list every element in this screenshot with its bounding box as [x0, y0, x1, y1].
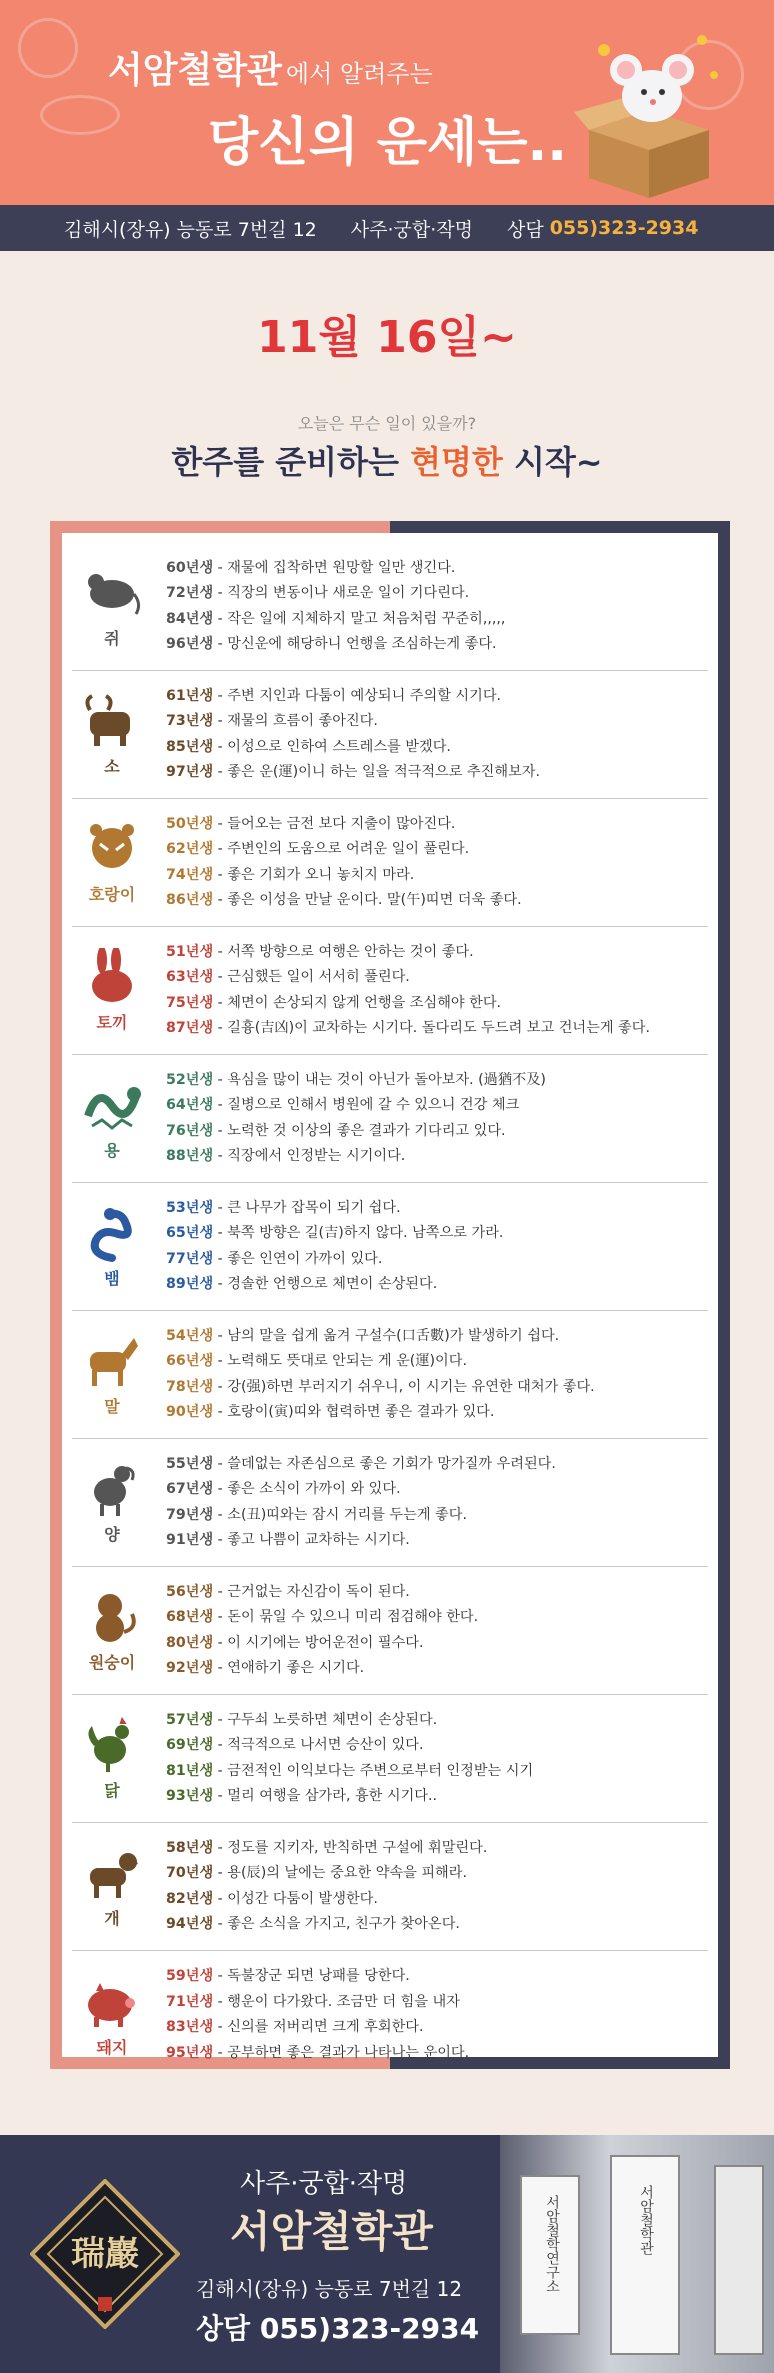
fortune-line [166, 709, 540, 735]
birth-year: 58년생 [166, 1839, 214, 1856]
footer-services: 사주·궁합·작명 [240, 2169, 408, 2199]
fortune-line [166, 1836, 487, 1862]
signboard [714, 2165, 764, 2355]
headline: 당신의 운세는.. [208, 113, 568, 173]
fortune-line [166, 940, 650, 966]
fortune-line [166, 1247, 503, 1273]
fortune-text: - 질병으로 인해서 병원에 갈 수 있으니 건강 체크 [213, 1097, 520, 1113]
fortune-line [166, 965, 650, 991]
fortune-text: - 좋은 운(運)이니 하는 일을 적극적으로 추진해보자. [213, 764, 541, 780]
fortune-line [166, 1631, 478, 1657]
fortune-text: - 좋은 소식을 가지고, 친구가 찾아온다. [213, 1916, 460, 1932]
birth-year: 83년생 [166, 2019, 214, 2035]
birth-year: 69년생 [166, 1737, 214, 1753]
zodiac-name: 돼지 [96, 2037, 128, 2057]
birth-year: 72년생 [166, 585, 214, 601]
snake-icon [82, 1204, 142, 1264]
zodiac-row [72, 1183, 708, 1311]
fortune-line [166, 1605, 478, 1631]
fortune-lines [152, 940, 650, 1042]
fortune-text: - 좋은 인연이 가까이 있다. [213, 1250, 383, 1267]
fortune-text: - 구두쇠 노릇하면 체면이 손상된다. [213, 1711, 438, 1728]
zodiac-row [72, 927, 708, 1055]
sheep-icon [82, 1460, 142, 1520]
birth-year: 75년생 [166, 994, 214, 1011]
fortune-line [166, 581, 505, 607]
zodiac-list [62, 533, 718, 2061]
zodiac-row [72, 1695, 708, 1823]
fortune-lines [152, 1580, 478, 1682]
fortune-line [166, 1324, 595, 1350]
fortune-text: - 소(丑)띠와는 잠시 거리를 두는게 좋다. [213, 1506, 467, 1523]
birth-year: 62년생 [166, 841, 214, 857]
footer-phone[interactable]: 상담 055)323-2934 [196, 2312, 480, 2345]
fortune-text: - 서쪽 방향으로 여행은 안하는 것이 좋다. [213, 943, 474, 960]
fortune-text: - 근거없는 자신감이 독이 된다. [213, 1583, 410, 1600]
zodiac-name: 소 [104, 757, 120, 776]
fortune-text: - 독불장군 되면 낭패를 당한다. [213, 1968, 410, 1984]
rabbit-icon [82, 948, 142, 1008]
birth-year: 84년생 [166, 610, 214, 627]
birth-year: 96년생 [166, 636, 214, 652]
zodiac-animal [72, 1588, 152, 1673]
birth-year: 92년생 [166, 1660, 214, 1676]
zodiac-row [72, 1439, 708, 1567]
fortune-line [166, 1708, 533, 1734]
dragon-icon [82, 1076, 142, 1136]
fortune-text: - 노력한 것 이상의 좋은 결과가 기다리고 있다. [213, 1122, 506, 1139]
zodiac-animal [72, 948, 152, 1033]
birth-year: 73년생 [166, 713, 214, 729]
fortune-line [166, 1656, 478, 1682]
birth-year: 70년생 [166, 1865, 214, 1881]
header-line1 [108, 42, 433, 93]
fortune-line [166, 1272, 503, 1298]
phone-label: 상담 [506, 218, 544, 241]
fortune-line [166, 1990, 469, 2016]
birth-year: 81년생 [166, 1762, 214, 1779]
footer-name: 서암철학관 [230, 2207, 433, 2256]
fortune-text: - 남의 말을 쉽게 옮겨 구설수(口舌數)가 발생하기 쉽다. [213, 1327, 560, 1344]
fortune-text: - 행운이 다가왔다. 조금만 더 힘을 내자 [213, 1993, 460, 2010]
fortune-text: - 들어오는 금전 보다 지출이 많아진다. [213, 815, 456, 832]
fortune-line [166, 1400, 595, 1426]
birth-year: 68년생 [166, 1609, 214, 1625]
monkey-icon [82, 1588, 142, 1648]
fortune-line [166, 1349, 595, 1375]
fortune-lines [152, 1964, 469, 2066]
fortune-text: - 좋은 이성을 만날 운이다. 말(午)띠면 더욱 좋다. [213, 892, 522, 908]
birth-year: 89년생 [166, 1276, 214, 1292]
fortune-line [166, 1784, 533, 1810]
birth-year: 93년생 [166, 1788, 214, 1804]
seal-emblem-icon [30, 2179, 180, 2329]
birth-year: 77년생 [166, 1250, 214, 1267]
subtitle-accent: 현명한 [410, 443, 503, 481]
horse-icon [82, 1332, 142, 1392]
ox-icon [82, 692, 142, 752]
zodiac-animal [72, 1716, 152, 1801]
fortune-line [166, 1861, 487, 1887]
birth-year: 63년생 [166, 969, 214, 985]
subtitle-part-a: 한주를 준비하는 [171, 443, 411, 481]
fortune-line [166, 1093, 546, 1119]
birth-year: 53년생 [166, 1199, 214, 1216]
fortune-text: - 주변인의 도움으로 어려운 일이 풀린다. [213, 841, 470, 857]
date-title: 11월 16일~ [257, 312, 517, 363]
mouse-icon [82, 564, 142, 624]
fortune-text: - 이성으로 인하여 스트레스를 받겠다. [213, 738, 451, 755]
fortune-text: - 호랑이(寅)띠와 협력하면 좋은 결과가 있다. [213, 1404, 495, 1420]
fortune-line [166, 2015, 469, 2041]
birth-year: 90년생 [166, 1404, 214, 1420]
fortune-text: - 경솔한 언행으로 체면이 손상된다. [213, 1276, 438, 1292]
fortune-line [166, 1375, 595, 1401]
fortune-text: - 작은 일에 지체하지 말고 처음처럼 꾸준히,,,,, [213, 610, 506, 627]
zodiac-name: 용 [104, 1141, 120, 1160]
fortune-line [166, 2041, 469, 2067]
zodiac-name: 원숭이 [88, 1653, 136, 1672]
fortune-text: - 정도를 지키자, 반칙하면 구설에 휘말린다. [213, 1839, 488, 1856]
zodiac-animal [72, 1844, 152, 1929]
fortune-text: - 근심했든 일이 서서히 풀린다. [213, 969, 410, 985]
zodiac-row [72, 1055, 708, 1183]
signboard-text: 서암철학관 [638, 2185, 654, 2255]
birth-year: 66년생 [166, 1353, 214, 1369]
fortune-line [166, 1503, 556, 1529]
fortune-frame [50, 521, 730, 2069]
birth-year: 50년생 [166, 815, 214, 832]
fortune-line [166, 1221, 503, 1247]
tiger-icon [82, 820, 142, 880]
birth-year: 51년생 [166, 943, 214, 960]
birth-year: 60년생 [166, 559, 214, 576]
fortune-text: - 적극적으로 나서면 승산이 있다. [213, 1737, 424, 1753]
zodiac-row [72, 671, 708, 799]
zodiac-row [72, 543, 708, 671]
decor-swirl [18, 18, 78, 78]
dog-icon [82, 1844, 142, 1904]
fortune-text: - 돈이 묶일 수 있으니 미리 점검해야 한다. [213, 1609, 479, 1625]
signboard-text: 서암철학연구소 [544, 2195, 560, 2293]
fortune-line [166, 1068, 546, 1094]
fortune-text: - 공부하면 좋은 결과가 나타나는 운이다. [213, 2044, 470, 2061]
fortune-text: - 체면이 손상되지 않게 언행을 조심해야 한다. [213, 994, 502, 1011]
fortune-text: - 망신운에 해당하니 언행을 조심하는게 좋다. [213, 636, 497, 652]
fortune-text: - 금전적인 이익보다는 주변으로부터 인정받는 시기 [213, 1762, 534, 1779]
fortune-line [166, 1528, 556, 1554]
office-photo [500, 2135, 774, 2373]
birth-year: 95년생 [166, 2044, 214, 2061]
zodiac-name: 말 [104, 1397, 120, 1416]
fortune-line [166, 607, 505, 633]
birth-year: 94년생 [166, 1916, 214, 1932]
fortune-line [166, 1016, 650, 1042]
fortune-text: - 직장의 변동이나 새로운 일이 기다린다. [213, 585, 470, 601]
fortune-text: - 신의를 저버리면 크게 후회한다. [213, 2019, 424, 2035]
pig-icon [82, 1973, 142, 2033]
rooster-icon [82, 1716, 142, 1776]
birth-year: 71년생 [166, 1993, 214, 2010]
fortune-text: - 좋은 기회가 오니 놓치지 마라. [213, 866, 415, 883]
birth-year: 85년생 [166, 738, 214, 755]
zodiac-animal [72, 1076, 152, 1161]
fortune-lines [152, 1708, 533, 1810]
birth-year: 57년생 [166, 1711, 214, 1728]
fortune-line [166, 991, 650, 1017]
fortune-lines [152, 1452, 556, 1554]
fortune-line [166, 1964, 469, 1990]
services-text: 사주·궁합·작명 [350, 218, 473, 241]
zodiac-name: 개 [104, 1909, 120, 1928]
fortune-line [166, 1733, 533, 1759]
fortune-line [166, 1887, 487, 1913]
zodiac-animal [72, 564, 152, 649]
fortune-text: - 이성간 다툼이 발생한다. [213, 1890, 378, 1907]
zodiac-animal [72, 820, 152, 905]
fortune-line [166, 760, 540, 786]
zodiac-row [72, 1567, 708, 1695]
zodiac-name: 양 [104, 1525, 120, 1544]
fortune-text: - 이 시기에는 방어운전이 필수다. [213, 1634, 424, 1651]
birth-year: 86년생 [166, 892, 214, 908]
fortune-text: - 주변 지인과 다툼이 예상되니 주의할 시기다. [213, 687, 502, 704]
fortune-text: - 욕심을 많이 내는 것이 아닌가 돌아보자. (過猶不及) [213, 1071, 546, 1088]
birth-year: 91년생 [166, 1532, 214, 1548]
fortune-line [166, 812, 522, 838]
zodiac-animal [72, 692, 152, 777]
birth-year: 59년생 [166, 1968, 214, 1984]
fortune-line [166, 1144, 546, 1170]
fortune-text: - 길흉(吉凶)이 교차하는 시기다. 돌다리도 두드려 보고 건너는게 좋다. [213, 1020, 650, 1036]
zodiac-name: 호랑이 [88, 885, 136, 904]
birth-year: 55년생 [166, 1455, 214, 1472]
birth-year: 65년생 [166, 1225, 214, 1241]
phone-number[interactable]: 055)323-2934 [549, 217, 699, 239]
fortune-text: - 연애하기 좋은 시기다. [213, 1660, 365, 1676]
birth-year: 56년생 [166, 1583, 214, 1600]
fortune-line [166, 735, 540, 761]
birth-year: 82년생 [166, 1890, 214, 1907]
fortune-lines [152, 1836, 487, 1938]
subtitle-small: 오늘은 무슨 일이 있을까? [297, 414, 477, 433]
fortune-line [166, 1119, 546, 1145]
zodiac-animal [72, 1204, 152, 1289]
zodiac-animal [72, 1973, 152, 2058]
brand-suffix: 에서 알려주는 [285, 60, 433, 88]
fortune-lines [152, 812, 522, 914]
fortune-text: - 재물의 흐름이 좋아진다. [213, 713, 378, 729]
zodiac-animal [72, 1460, 152, 1545]
fortune-line [166, 1912, 487, 1938]
fortune-line [166, 1196, 503, 1222]
birth-year: 74년생 [166, 866, 214, 883]
title-area [0, 251, 774, 521]
birth-year: 80년생 [166, 1634, 214, 1651]
subtitle-part-b: 시작~ [502, 443, 603, 481]
birth-year: 52년생 [166, 1071, 214, 1088]
fortune-line [166, 556, 505, 582]
fortune-text: - 멀리 여행을 삼가라, 흉한 시기다.. [213, 1788, 438, 1804]
fortune-line [166, 684, 540, 710]
address-text: 김해시(장유) 능동로 7번길 12 [64, 218, 317, 241]
fortune-text: - 좋은 소식이 가까이 와 있다. [213, 1481, 401, 1497]
info-bar [0, 205, 774, 251]
birth-year: 97년생 [166, 764, 214, 780]
fortune-text: - 재물에 집착하면 원망할 일만 생긴다. [213, 559, 456, 576]
zodiac-row [72, 1311, 708, 1439]
footer-banner [0, 2135, 774, 2373]
birth-year: 64년생 [166, 1097, 214, 1113]
fortune-text: - 노력해도 뜻대로 안되는 게 운(運)이다. [213, 1353, 467, 1369]
mouse-in-box-icon [574, 20, 724, 200]
fortune-lines [152, 556, 505, 658]
fortune-text: - 좋고 나쁨이 교차하는 시기다. [213, 1532, 410, 1548]
fortune-line [166, 863, 522, 889]
brand-name: 서암철학관 [108, 50, 282, 91]
zodiac-row [72, 1823, 708, 1951]
birth-year: 76년생 [166, 1122, 214, 1139]
fortune-line [166, 1477, 556, 1503]
fortune-text: - 강(强)하면 부러지기 쉬우니, 이 시기는 유연한 대처가 좋다. [213, 1378, 595, 1395]
zodiac-row [72, 799, 708, 927]
zodiac-name: 뱀 [104, 1269, 120, 1288]
footer-address: 김해시(장유) 능동로 7번길 12 [196, 2277, 463, 2301]
fortune-line [166, 837, 522, 863]
birth-year: 67년생 [166, 1481, 214, 1497]
zodiac-animal [72, 1332, 152, 1417]
fortune-line [166, 1759, 533, 1785]
svg-text:瑞巖: 瑞巖 [71, 2234, 139, 2274]
fortune-text: - 큰 나무가 잡목이 되기 쉽다. [213, 1199, 401, 1216]
birth-year: 78년생 [166, 1378, 214, 1395]
birth-year: 87년생 [166, 1020, 214, 1036]
fortune-lines [152, 1196, 503, 1298]
header-banner [0, 0, 774, 205]
birth-year: 61년생 [166, 687, 214, 704]
birth-year: 54년생 [166, 1327, 214, 1344]
birth-year: 79년생 [166, 1506, 214, 1523]
fortune-lines [152, 1068, 546, 1170]
fortune-lines [152, 684, 540, 786]
zodiac-name: 토끼 [96, 1013, 128, 1032]
fortune-text: - 용(辰)의 날에는 중요한 약속을 피해라. [213, 1865, 467, 1881]
decor-swirl [40, 95, 120, 135]
subtitle-big [0, 437, 774, 483]
fortune-line [166, 1452, 556, 1478]
birth-year: 88년생 [166, 1148, 214, 1164]
zodiac-name: 쥐 [104, 629, 120, 648]
fortune-lines [152, 1324, 595, 1426]
zodiac-row [72, 1951, 708, 2079]
fortune-line [166, 1580, 478, 1606]
zodiac-name: 닭 [104, 1781, 120, 1800]
fortune-text: - 쓸데없는 자존심으로 좋은 기회가 망가질까 우려된다. [213, 1455, 556, 1472]
fortune-line [166, 632, 505, 658]
fortune-line [166, 888, 522, 914]
fortune-text: - 북쪽 방향은 길(吉)하지 않다. 남쪽으로 가라. [213, 1225, 504, 1241]
fortune-text: - 직장에서 인정받는 시기이다. [213, 1148, 406, 1164]
